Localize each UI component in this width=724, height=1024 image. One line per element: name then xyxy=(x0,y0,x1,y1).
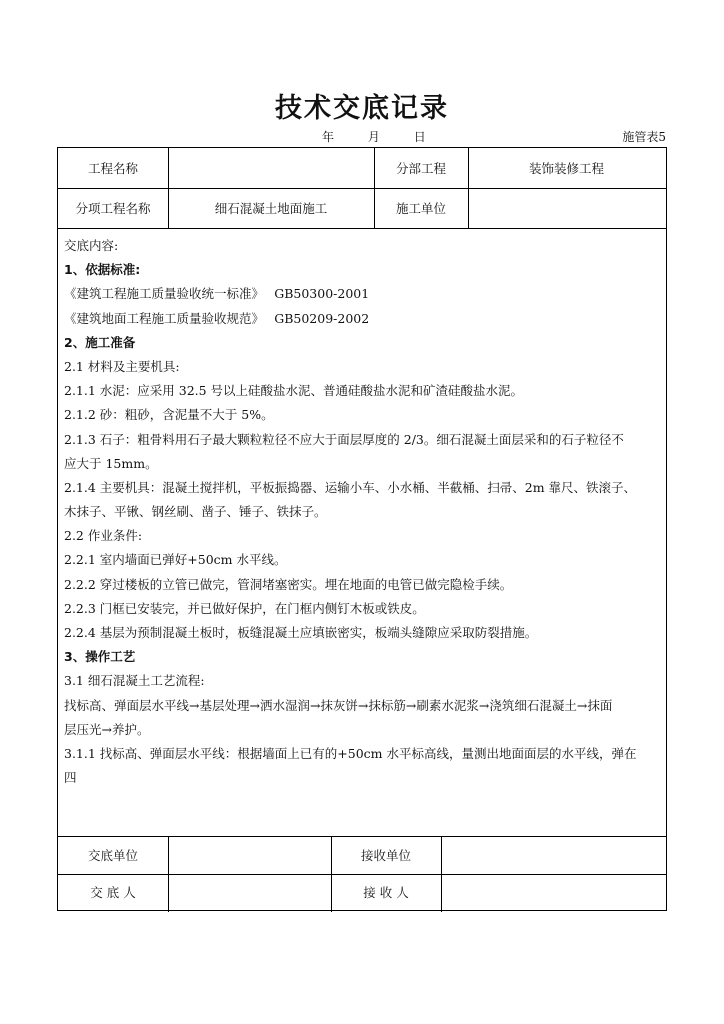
content-line: 2.2.2 穿过楼板的立管已做完，管洞堵塞密实。埋在地面的电管已做完隐检手续。 xyxy=(64,576,513,592)
content-line: 3.1.1 找标高、弹面层水平线：根据墙面上已有的+50cm 水平标高线，量测出地面面层的水平线，弹在 xyxy=(64,745,637,761)
date-day: 日 xyxy=(413,130,426,144)
section-heading: 1、依据标准: xyxy=(64,262,141,278)
issuer-person-label: 交 底 人 xyxy=(90,884,136,900)
section-heading: 3、操作工艺 xyxy=(64,649,136,665)
section-heading: 2、施工准备 xyxy=(64,334,136,350)
content-line: 找标高、弹面层水平线→基层处理→洒水湿润→抹灰饼→抹标筋→刷素水泥浆→浇筑细石混凝土→抹面 xyxy=(64,697,613,713)
project-name-label: 工程名称 xyxy=(87,161,138,176)
receiver-person-value[interactable] xyxy=(441,874,665,909)
content-line: 《建筑地面工程施工质量验收规范》 GB50209-2002 xyxy=(64,310,370,326)
content-line: 3.1 细石混凝土工艺流程: xyxy=(64,673,205,689)
briefing-content xyxy=(64,234,660,790)
content-line: 层压光→养护。 xyxy=(64,721,150,737)
receiver-unit-value[interactable] xyxy=(441,836,665,874)
content-line: 木抹子、平锹、钢丝刷、凿子、锤子、铁抹子。 xyxy=(64,504,327,520)
content-line: 2.2.4 基层为预制混凝土板时，板缝混凝土应填嵌密实，板端头缝隙应采取防裂措施。 xyxy=(64,625,538,640)
receiver-unit-label: 接收单位 xyxy=(360,848,411,863)
content-line: 2.1.1 水泥：应采用 32.5 号以上硅酸盐水泥、普通硅酸盐水泥和矿渣硅酸盐水泥。 xyxy=(64,383,524,399)
content-line: 2.1.3 石子：粗骨料用石子最大颗粒粒径不应大于面层厚度的 2/3。细石混凝土面层采和的石子粒径不 xyxy=(64,431,624,447)
form-number: 施管表5 xyxy=(622,130,666,144)
issuer-unit-value[interactable] xyxy=(168,836,331,874)
record-form xyxy=(57,147,667,911)
content-line: 《建筑工程施工质量验收统一标准》 GB50300-2001 xyxy=(64,286,370,302)
content-line: 2.2.3 门框已安装完，并已做好保护，在门框内侧钉木板或铁皮。 xyxy=(64,600,425,616)
issuer-person-value[interactable] xyxy=(168,874,331,909)
subitem-label: 分项工程名称 xyxy=(75,201,151,216)
date-year: 年 xyxy=(322,130,335,144)
content-line: 四 xyxy=(64,770,77,786)
project-name-value[interactable] xyxy=(168,148,374,188)
date-line xyxy=(322,128,456,145)
division-label: 分部工程 xyxy=(395,161,446,176)
content-line: 2.1.2 砂：粗砂，含泥量不大于 5%。 xyxy=(64,407,274,423)
document-title: 技术交底记录 xyxy=(275,93,449,124)
receiver-person-label: 接 收 人 xyxy=(363,884,409,900)
content-line: 2.1 材料及主要机具: xyxy=(64,358,180,374)
subitem-value[interactable]: 细石混凝土地面施工 xyxy=(214,201,328,216)
content-line: 2.2.1 室内墙面已弹好+50cm 水平线。 xyxy=(64,552,287,568)
content-line: 应大于 15mm。 xyxy=(64,455,158,471)
content-line: 2.1.4 主要机具：混凝土搅拌机，平板振捣器、运输小车、小水桶、半截桶、扫帚、2m 靠尺、铁滚子、 xyxy=(64,479,637,495)
content-line: 交底内容: xyxy=(64,238,119,253)
date-month: 月 xyxy=(367,130,380,144)
contractor-label: 施工单位 xyxy=(395,201,446,216)
content-line: 2.2 作业条件: xyxy=(64,528,143,544)
contractor-value[interactable] xyxy=(468,188,665,228)
division-value[interactable]: 装饰装修工程 xyxy=(528,161,604,176)
issuer-unit-label: 交底单位 xyxy=(87,848,138,863)
row-divider xyxy=(58,228,666,229)
